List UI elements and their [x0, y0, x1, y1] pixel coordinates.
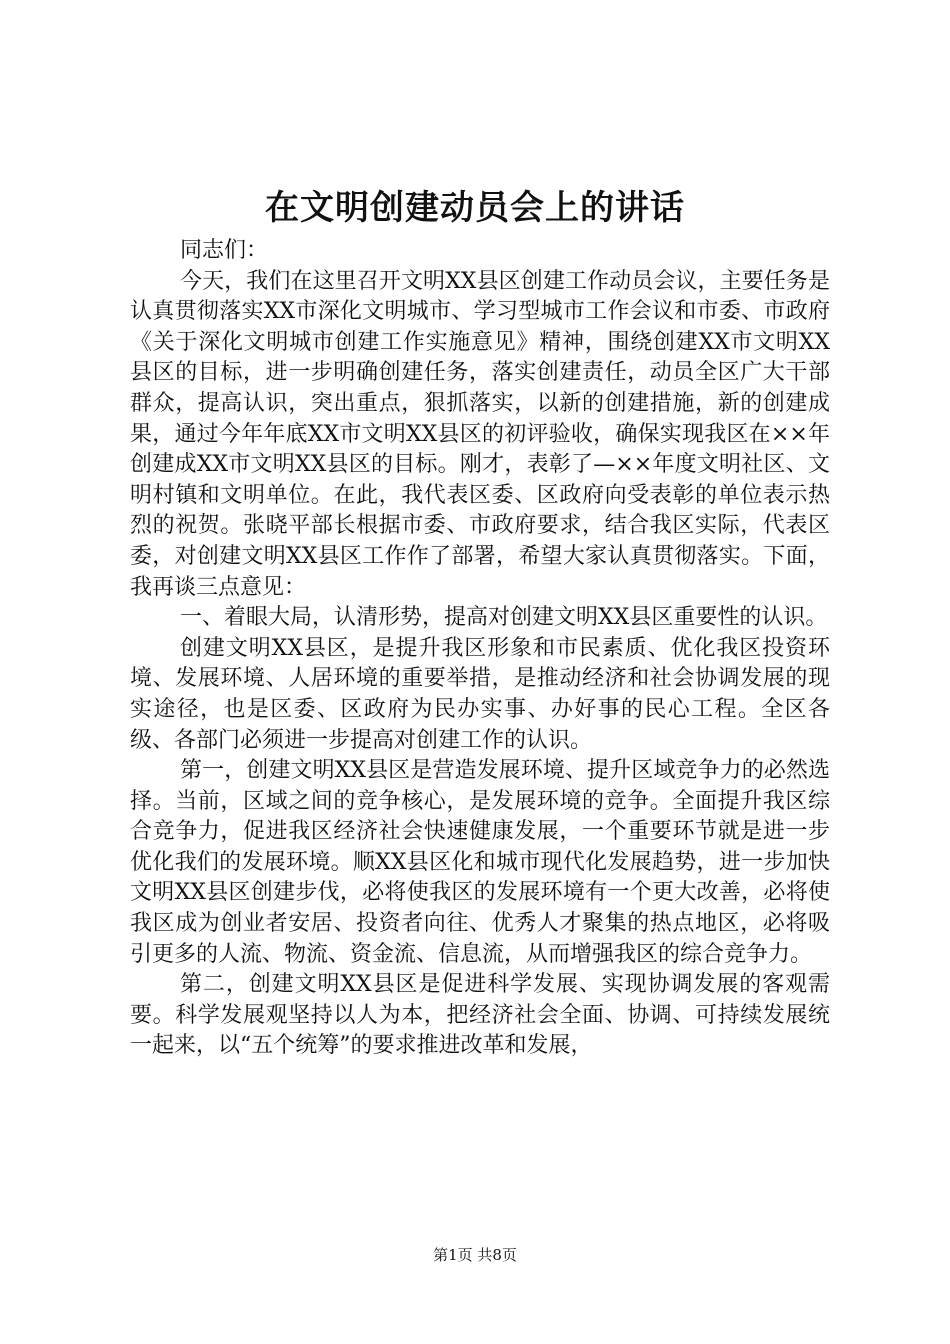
- salutation: 同志们：: [180, 238, 269, 263]
- page-indicator: 第1页 共8页: [433, 1246, 517, 1264]
- paragraph-intro: 今天，我们在这里召开文明XX县区创建工作动员会议，主要任务是认真贯彻落实XX市深化文明城市、学习型城市工作会议和市委、市政府《关于深化文明城市创建工作实施意见》精神，围绕创建XX市文明XX县区的目标，进一步明确创建任务，落实创建责任，动员全区广大干部群众，提高认识，突出重点，狠抓落实，以新的创建措施，新的创建成果，通过今年年底XX市文明XX县区的初评验收，确保实现我区在××年创建成XX市文明XX县区的目标。刚才，表彰了—××年度文明社区、文明村镇和文明单位。在此，我代表区委、区政府向受表彰的单位表示热烈的祝贺。张晓平部长根据市委、市政府要求，结合我区实际，代表区委，对创建文明XX县区工作作了部署，希望大家认真贯彻落实。下面，我再谈三点意见：: [130, 268, 830, 600]
- section-heading-1: 一、着眼大局，认清形势，提高对创建文明XX县区重要性的认识。: [180, 605, 828, 631]
- document-body: [130, 236, 830, 1062]
- paragraph-point-1: 第一，创建文明XX县区是营造发展环境、提升区域竞争力的必然选择。当前，区域之间的竞争核心，是发展环境的竞争。全面提升我区综合竞争力，促进我区经济社会快速健康发展，一个重要环节就是进一步优化我们的发展环境。顺XX县区化和城市现代化发展趋势，进一步加快文明XX县区创建步伐，必将使我区的发展环境有一个更大改善，必将使我区成为创业者安居、投资者向往、优秀人才聚集的热点地区，必将吸引更多的人流、物流、资金流、信息流，从而增强我区的综合竞争力。: [130, 758, 830, 967]
- paragraph-importance: 创建文明XX县区，是提升我区形象和市民素质、优化我区投资环境、发展环境、人居环境的重要举措，是推动经济和社会协调发展的现实途径，也是区委、区政府为民办实事、办好事的民心工程。全区各级、各部门必须进一步提高对创建工作的认识。: [130, 635, 830, 753]
- document-title: 在文明创建动员会上的讲话: [265, 188, 685, 228]
- paragraph-point-2: 第二，创建文明XX县区是促进科学发展、实现协调发展的客观需要。科学发展观坚持以人为本，把经济社会全面、协调、可持续发展统一起来，以“五个统筹”的要求推进改革和发展，: [130, 972, 830, 1059]
